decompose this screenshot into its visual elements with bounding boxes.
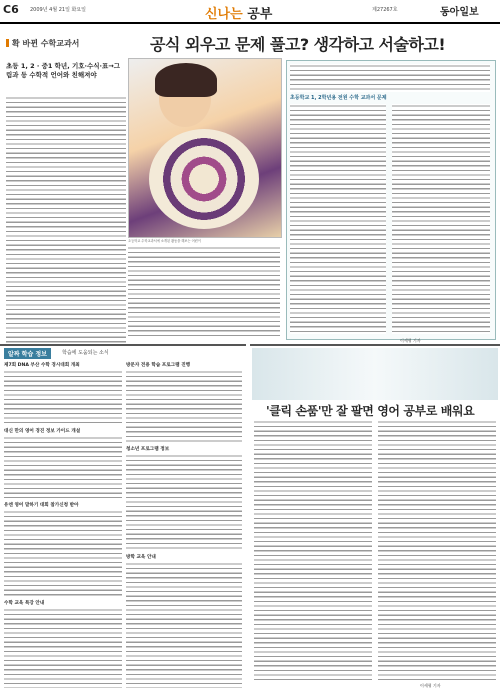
section-tag-note: 학습에 도움되는 소식 [62,350,109,356]
feature-byline: 이세형 기자 [400,338,421,343]
issue-number: 제27267호 [372,7,398,13]
news-item-title: 제7회 DNA 부산 수학 경시대회 개최 [4,363,80,368]
paper-polyhedron [149,129,259,229]
news-item-body [126,562,242,688]
article-body-col2 [378,420,496,682]
article-body-col1 [254,420,372,682]
feature-photo-caption: 초등학교 수학교과서에 소개된 활동을 해보는 어린이 [128,239,201,243]
news-item-body [4,608,122,688]
info-box-intro [290,64,490,92]
news-item-title: 방문자 전용 학습 프로그램 진행 [126,363,191,368]
feature-headline: 공식 외우고 문제 풀고? 생각하고 서술하고! [150,35,446,54]
section-tag: 알짜 학습 정보 [4,348,51,359]
news-item-title: 대신 만의 영어 경진 정보 가이드 개설 [4,429,81,434]
section-title [205,3,272,22]
info-box-title: 초등학교 1, 2학년용 전원 수학 교과서 문제 [290,95,387,101]
news-item-title: 유엔 영어 말하기 대회 참가신청 받아 [4,503,79,508]
feature-kicker: 확 바뀐 수학교과서 [6,38,79,49]
news-item-body [4,436,122,498]
article-byline: 이세형 기자 [420,683,441,688]
feature-lead: 초등 1, 2 · 중1 학년, 기호·수식·표→그림과 등 수학적 언어와 친해져야 [6,62,121,79]
child-hair [155,63,217,97]
news-item-body [126,454,242,550]
news-item-title: 청소년 프로그램 정보 [126,447,170,452]
news-item-body [4,510,122,596]
section-prefix: 신나는 [205,7,243,22]
article-headline: '클릭 손품'만 잘 팔면 영어 공부로 배워요 [266,404,475,418]
info-box-col2 [392,104,490,334]
feature-body-col1 [6,96,126,344]
info-box-col1 [290,104,386,334]
news-item-title: 방학 교육 안내 [126,555,156,560]
page-number: C6 [3,3,19,16]
newspaper-name: 동아일보 [440,7,479,18]
feature-photo [128,58,282,238]
news-item-body [4,370,122,424]
issue-date: 2009년 4월 21일 화요일 [30,7,87,13]
news-item-body [126,370,242,442]
news-item-title: 수학 교육 특강 안내 [4,601,45,606]
feature-body-col2 [128,246,280,338]
section-main: 공부 [247,7,273,22]
article-illustration [252,348,498,400]
